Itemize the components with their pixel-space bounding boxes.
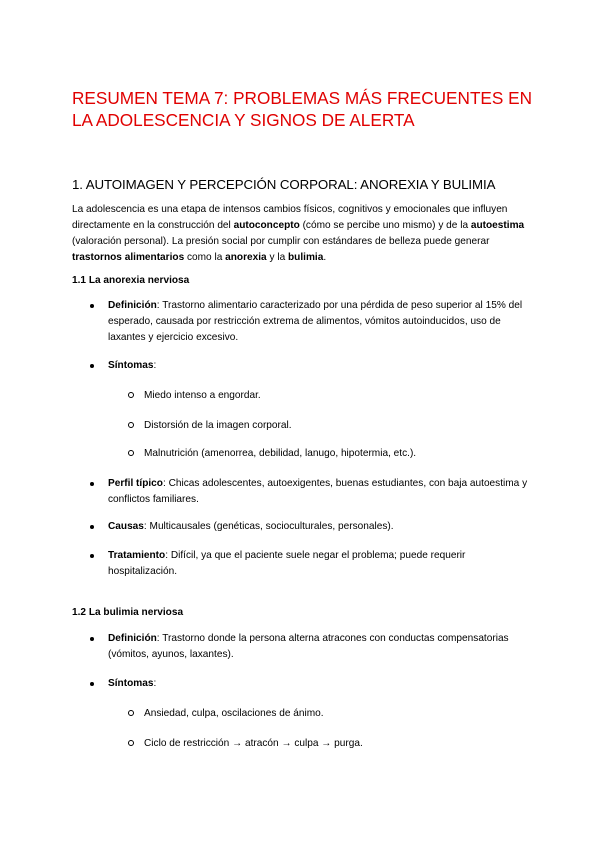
- bullet-sintomas-anorexia: Síntomas:: [108, 358, 532, 374]
- bullet-causas-anorexia: Causas: Multicausales (genéticas, socioculturales, personales).: [108, 519, 532, 535]
- sub-bullet: Miedo intenso a engordar.: [144, 388, 532, 404]
- sub-bullet: Ciclo de restricción → atracón → culpa → purga.: [144, 736, 532, 752]
- document-title: RESUMEN TEMA 7: PROBLEMAS MÁS FRECUENTES EN LA ADOLESCENCIA Y SIGNOS DE ALERTA: [72, 88, 533, 130]
- bullet-definicion-anorexia: Definición: Trastorno alimentario caracterizado por una pérdida de peso superior al 15% del esperado, causada por restricción extrema de alimentos, vómitos autoinducidos, uso de laxantes y ejercicio excesivo.: [108, 298, 532, 346]
- section-heading: 1. AUTOIMAGEN Y PERCEPCIÓN CORPORAL: ANOREXIA Y BULIMIA: [72, 177, 496, 192]
- subsection-heading-anorexia: 1.1 La anorexia nerviosa: [72, 275, 190, 286]
- sub-bullet: Malnutrición (amenorrea, debilidad, lanugo, hipotermia, etc.).: [144, 446, 532, 462]
- sub-bullet: Distorsión de la imagen corporal.: [144, 418, 532, 434]
- bullet-perfil-anorexia: Perfil típico: Chicas adolescentes, autoexigentes, buenas estudiantes, con baja autoestima y conflictos familiares.: [108, 476, 532, 508]
- intro-paragraph: La adolescencia es una etapa de intensos cambios físicos, cognitivos y emocionales que influyen directamente en la construcción del autoconcepto (cómo se percibe uno mismo) y de la autoestima (valoración personal). La presión social por cumplir con estándares de belleza puede generar trastornos alimentarios como la anorexia y la bulimia.: [72, 204, 525, 263]
- bullet-tratamiento-anorexia: Tratamiento: Difícil, ya que el paciente suele negar el problema; puede requerir hospitalización.: [108, 548, 532, 580]
- subsection-heading-bulimia: 1.2 La bulimia nerviosa: [72, 607, 184, 618]
- bullet-sintomas-bulimia: Síntomas:: [108, 676, 532, 692]
- sub-bullet: Ansiedad, culpa, oscilaciones de ánimo.: [144, 706, 532, 722]
- bullet-definicion-bulimia: Definición: Trastorno donde la persona alterna atracones con conductas compensatorias (vómitos, ayunos, laxantes).: [108, 631, 532, 663]
